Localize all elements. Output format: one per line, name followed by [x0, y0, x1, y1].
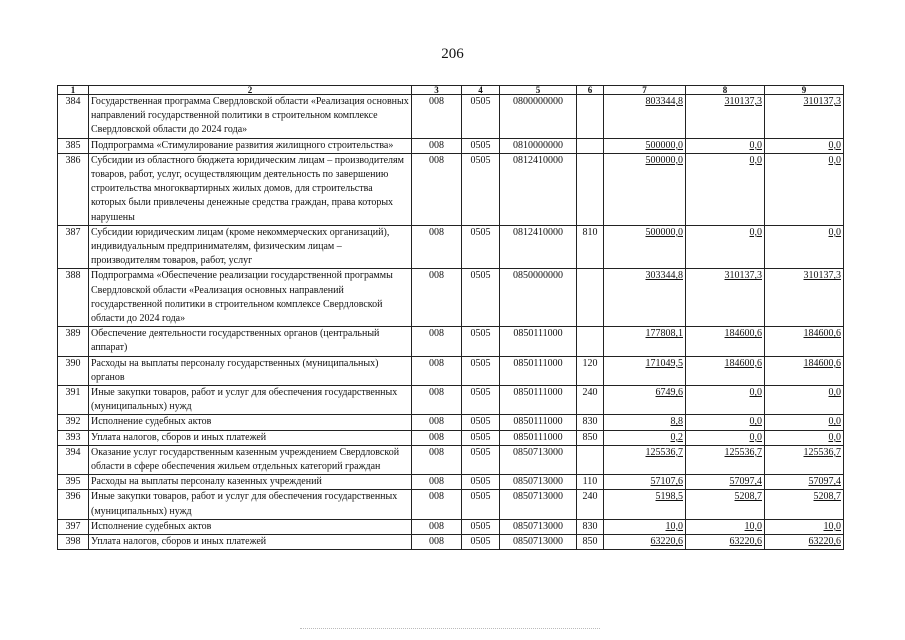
amount-col8-cell — [686, 445, 765, 474]
amount-value: 10,0 — [823, 520, 841, 532]
amount-value: 184600,6 — [803, 328, 841, 340]
amount-value: 171049,5 — [645, 357, 683, 369]
amount-col9-cell — [765, 386, 844, 415]
item-name-cell: Иные закупки товаров, работ и услуг для обеспечения государственных (муниципальных) нужд — [89, 490, 412, 519]
amount-col7-cell — [604, 95, 686, 139]
department-code-cell: 008 — [412, 95, 462, 139]
section-code-cell: 0505 — [462, 269, 500, 327]
item-name-cell: Исполнение судебных актов — [89, 415, 412, 430]
amount-col9-cell — [765, 356, 844, 385]
section-code-cell: 0505 — [462, 430, 500, 445]
table-row — [58, 153, 844, 225]
section-code-cell: 0505 — [462, 445, 500, 474]
amount-col8-cell — [686, 430, 765, 445]
amount-value: 184600,6 — [724, 357, 762, 369]
amount-col7-cell — [604, 415, 686, 430]
amount-value: 0,0 — [828, 226, 841, 238]
row-number-cell: 387 — [58, 225, 89, 269]
section-code-cell: 0505 — [462, 490, 500, 519]
amount-value: 10,0 — [665, 520, 683, 532]
amount-value: 310137,3 — [803, 270, 841, 282]
amount-col8-cell — [686, 535, 765, 550]
target-article-cell: 0810000000 — [500, 138, 577, 153]
amount-col7-cell — [604, 519, 686, 534]
amount-value: 10,0 — [744, 520, 762, 532]
target-article-cell: 0850111000 — [500, 415, 577, 430]
amount-col8-cell — [686, 138, 765, 153]
expense-type-cell — [577, 138, 604, 153]
department-code-cell: 008 — [412, 535, 462, 550]
amount-col9-cell — [765, 327, 844, 356]
amount-col9-cell — [765, 95, 844, 139]
table-row — [58, 490, 844, 519]
header-cell: 7 — [604, 86, 686, 95]
amount-col9-cell — [765, 269, 844, 327]
row-number-cell: 385 — [58, 138, 89, 153]
table-row — [58, 519, 844, 534]
amount-value: 303344,8 — [645, 270, 683, 282]
table-row — [58, 225, 844, 269]
item-name-cell: Подпрограмма «Обеспечение реализации государственной программы Свердловской области «Реализация основных направлений государственной политики в строительном комплексе Свердловской области до 2024 года» — [89, 269, 412, 327]
department-code-cell: 008 — [412, 225, 462, 269]
amount-value: 500000,0 — [645, 226, 683, 238]
section-code-cell: 0505 — [462, 415, 500, 430]
section-code-cell: 0505 — [462, 386, 500, 415]
expense-type-cell — [577, 269, 604, 327]
target-article-cell: 0850713000 — [500, 490, 577, 519]
amount-col7-cell — [604, 386, 686, 415]
amount-value: 125536,7 — [645, 446, 683, 458]
amount-value: 0,0 — [749, 387, 762, 399]
table-body — [58, 95, 844, 550]
item-name-cell: Обеспечение деятельности государственных органов (центральный аппарат) — [89, 327, 412, 356]
amount-value: 5208,7 — [734, 491, 762, 503]
page-number: 206 — [441, 46, 464, 62]
amount-col9-cell — [765, 535, 844, 550]
expense-type-cell: 830 — [577, 519, 604, 534]
amount-value: 500000,0 — [645, 154, 683, 166]
department-code-cell: 008 — [412, 269, 462, 327]
department-code-cell: 008 — [412, 475, 462, 490]
table-row — [58, 430, 844, 445]
amount-value: 57097,4 — [808, 476, 841, 488]
target-article-cell: 0812410000 — [500, 225, 577, 269]
expense-type-cell: 830 — [577, 415, 604, 430]
target-article-cell: 0800000000 — [500, 95, 577, 139]
amount-col7-cell — [604, 153, 686, 225]
amount-col8-cell — [686, 415, 765, 430]
department-code-cell: 008 — [412, 415, 462, 430]
amount-col8-cell — [686, 269, 765, 327]
expense-type-cell: 810 — [577, 225, 604, 269]
header-cell: 6 — [577, 86, 604, 95]
amount-value: 125536,7 — [803, 446, 841, 458]
amount-col9-cell — [765, 430, 844, 445]
row-number-cell: 394 — [58, 445, 89, 474]
item-name-cell: Оказание услуг государственным казенным учреждением Свердловской области в сфере обеспечения жильем отдельных категорий граждан — [89, 445, 412, 474]
expense-type-cell: 240 — [577, 386, 604, 415]
amount-col8-cell — [686, 519, 765, 534]
amount-value: 803344,8 — [645, 96, 683, 107]
amount-col8-cell — [686, 490, 765, 519]
amount-col8-cell — [686, 475, 765, 490]
table-row — [58, 138, 844, 153]
header-cell: 1 — [58, 86, 89, 95]
expense-type-cell — [577, 327, 604, 356]
amount-col7-cell — [604, 269, 686, 327]
amount-value: 63220,6 — [729, 536, 762, 548]
item-name-cell: Уплата налогов, сборов и иных платежей — [89, 430, 412, 445]
item-name-cell: Подпрограмма «Стимулирование развития жилищного строительства» — [89, 138, 412, 153]
table-row — [58, 327, 844, 356]
expense-type-cell: 850 — [577, 535, 604, 550]
scan-artifact — [300, 628, 600, 632]
amount-value: 0,0 — [828, 139, 841, 151]
department-code-cell: 008 — [412, 519, 462, 534]
amount-col9-cell — [765, 225, 844, 269]
item-name-cell: Государственная программа Свердловской области «Реализация основных направлений государственной политики в строительном комплексе Свердловской области до 2024 года» — [89, 95, 412, 139]
row-number-cell: 384 — [58, 95, 89, 139]
target-article-cell: 0850111000 — [500, 327, 577, 356]
department-code-cell: 008 — [412, 153, 462, 225]
amount-col8-cell — [686, 356, 765, 385]
amount-value: 0,0 — [828, 154, 841, 166]
expense-type-cell: 850 — [577, 430, 604, 445]
target-article-cell: 0850111000 — [500, 386, 577, 415]
section-code-cell: 0505 — [462, 356, 500, 385]
amount-col9-cell — [765, 519, 844, 534]
amount-value: 5198,5 — [655, 491, 683, 503]
amount-value: 310137,3 — [803, 96, 841, 107]
department-code-cell: 008 — [412, 327, 462, 356]
amount-col9-cell — [765, 153, 844, 225]
expense-type-cell — [577, 445, 604, 474]
amount-value: 5208,7 — [813, 491, 841, 503]
section-code-cell: 0505 — [462, 225, 500, 269]
department-code-cell: 008 — [412, 386, 462, 415]
amount-col9-cell — [765, 490, 844, 519]
amount-col8-cell — [686, 386, 765, 415]
target-article-cell: 0850111000 — [500, 356, 577, 385]
row-number-cell: 389 — [58, 327, 89, 356]
expense-type-cell: 110 — [577, 475, 604, 490]
header-cell: 9 — [765, 86, 844, 95]
header-cell: 8 — [686, 86, 765, 95]
row-number-cell: 397 — [58, 519, 89, 534]
header-cell: 4 — [462, 86, 500, 95]
expense-type-cell — [577, 153, 604, 225]
table-row — [58, 386, 844, 415]
amount-value: 8,8 — [670, 416, 683, 428]
department-code-cell: 008 — [412, 490, 462, 519]
expense-type-cell: 240 — [577, 490, 604, 519]
item-name-cell: Субсидии юридическим лицам (кроме некоммерческих организаций), индивидуальным предпринимателям, физическим лицам – производителям товаров, работ, услуг — [89, 225, 412, 269]
amount-value: 0,2 — [670, 431, 683, 443]
section-code-cell: 0505 — [462, 138, 500, 153]
item-name-cell: Субсидии из областного бюджета юридическим лицам – производителям товаров, работ, услуг, осуществляющим деятельность по завершению строительства многоквартирных жилых домов, для строительства которых были привлечены денежные средства граждан, права которых нарушены — [89, 153, 412, 225]
table-row — [58, 356, 844, 385]
section-code-cell: 0505 — [462, 535, 500, 550]
amount-col7-cell — [604, 445, 686, 474]
expense-type-cell: 120 — [577, 356, 604, 385]
target-article-cell: 0850713000 — [500, 519, 577, 534]
amount-col7-cell — [604, 225, 686, 269]
budget-table — [57, 85, 844, 550]
header-cell: 2 — [89, 86, 412, 95]
amount-value: 0,0 — [749, 431, 762, 443]
amount-col8-cell — [686, 153, 765, 225]
item-name-cell: Исполнение судебных актов — [89, 519, 412, 534]
section-code-cell: 0505 — [462, 153, 500, 225]
department-code-cell: 008 — [412, 356, 462, 385]
row-number-cell: 392 — [58, 415, 89, 430]
section-code-cell: 0505 — [462, 475, 500, 490]
amount-value: 0,0 — [749, 416, 762, 428]
amount-value: 63220,6 — [808, 536, 841, 548]
target-article-cell: 0850000000 — [500, 269, 577, 327]
amount-value: 57097,4 — [729, 476, 762, 488]
amount-col7-cell — [604, 535, 686, 550]
amount-col9-cell — [765, 415, 844, 430]
department-code-cell: 008 — [412, 430, 462, 445]
target-article-cell: 0850111000 — [500, 430, 577, 445]
row-number-cell: 393 — [58, 430, 89, 445]
amount-value: 0,0 — [749, 139, 762, 151]
header-cell: 3 — [412, 86, 462, 95]
target-article-cell: 0850713000 — [500, 445, 577, 474]
amount-value: 63220,6 — [650, 536, 683, 548]
amount-col7-cell — [604, 475, 686, 490]
table-row — [58, 95, 844, 139]
expense-type-cell — [577, 95, 604, 139]
amount-value: 57107,6 — [650, 476, 683, 488]
row-number-cell: 390 — [58, 356, 89, 385]
section-code-cell: 0505 — [462, 519, 500, 534]
amount-col9-cell — [765, 138, 844, 153]
department-code-cell: 008 — [412, 445, 462, 474]
item-name-cell: Расходы на выплаты персоналу казенных учреждений — [89, 475, 412, 490]
row-number-cell: 386 — [58, 153, 89, 225]
row-number-cell: 395 — [58, 475, 89, 490]
item-name-cell: Иные закупки товаров, работ и услуг для обеспечения государственных (муниципальных) нужд — [89, 386, 412, 415]
item-name-cell: Расходы на выплаты персоналу государственных (муниципальных) органов — [89, 356, 412, 385]
amount-col8-cell — [686, 95, 765, 139]
amount-col7-cell — [604, 490, 686, 519]
row-number-cell: 391 — [58, 386, 89, 415]
amount-value: 0,0 — [749, 226, 762, 238]
table-row — [58, 415, 844, 430]
row-number-cell: 396 — [58, 490, 89, 519]
amount-value: 0,0 — [828, 431, 841, 443]
table-row — [58, 475, 844, 490]
amount-value: 125536,7 — [724, 446, 762, 458]
target-article-cell: 0850713000 — [500, 475, 577, 490]
amount-col7-cell — [604, 138, 686, 153]
header-cell: 5 — [500, 86, 577, 95]
amount-value: 500000,0 — [645, 139, 683, 151]
amount-col8-cell — [686, 327, 765, 356]
department-code-cell: 008 — [412, 138, 462, 153]
amount-col7-cell — [604, 430, 686, 445]
table-header-row — [58, 86, 844, 95]
row-number-cell: 388 — [58, 269, 89, 327]
amount-value: 184600,6 — [724, 328, 762, 340]
amount-value: 0,0 — [828, 416, 841, 428]
amount-value: 310137,3 — [724, 270, 762, 282]
target-article-cell: 0850713000 — [500, 535, 577, 550]
amount-col9-cell — [765, 445, 844, 474]
amount-value: 6749,6 — [655, 387, 683, 399]
amount-col7-cell — [604, 356, 686, 385]
section-code-cell: 0505 — [462, 95, 500, 139]
table-row — [58, 445, 844, 474]
table-row — [58, 269, 844, 327]
amount-value: 0,0 — [749, 154, 762, 166]
target-article-cell: 0812410000 — [500, 153, 577, 225]
row-number-cell: 398 — [58, 535, 89, 550]
amount-value: 0,0 — [828, 387, 841, 399]
amount-col9-cell — [765, 475, 844, 490]
amount-value: 310137,3 — [724, 96, 762, 107]
item-name-cell: Уплата налогов, сборов и иных платежей — [89, 535, 412, 550]
amount-col7-cell — [604, 327, 686, 356]
amount-value: 184600,6 — [803, 357, 841, 369]
section-code-cell: 0505 — [462, 327, 500, 356]
amount-col8-cell — [686, 225, 765, 269]
amount-value: 177808,1 — [645, 328, 683, 340]
table-row — [58, 535, 844, 550]
